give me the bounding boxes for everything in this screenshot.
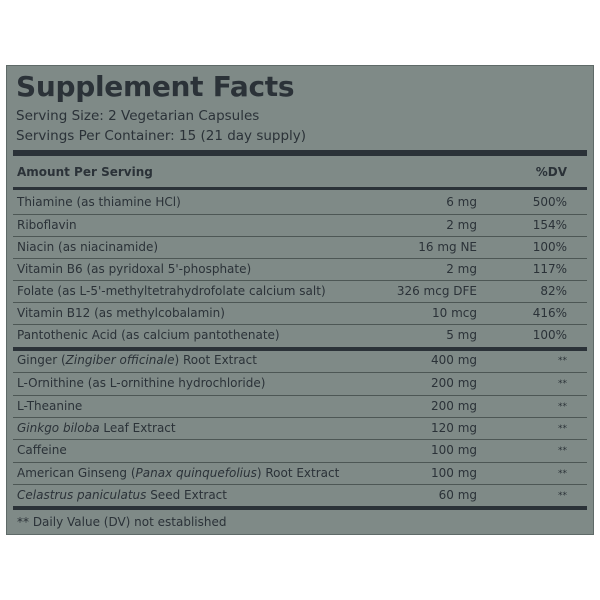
- ingredient-text: Ginger (: [17, 353, 66, 367]
- daily-value: **: [558, 446, 567, 457]
- table-row: [13, 302, 587, 325]
- daily-value: 100%: [532, 328, 567, 342]
- ingredient-name: [17, 240, 158, 254]
- ingredient-text: Pantothenic Acid (as calcium pantothenate): [17, 328, 280, 342]
- ingredient-name: [17, 421, 176, 435]
- amount-per-serving: 100 mg: [430, 443, 477, 458]
- bottom-divider: [13, 506, 587, 510]
- latin-name: Celastrus paniculatus: [17, 487, 147, 502]
- ingredient-text: L-Ornithine (as L-ornithine hydrochloride): [17, 376, 266, 391]
- table-row: [13, 484, 587, 507]
- table-row: [13, 395, 587, 418]
- amount-per-serving: 200 mg: [430, 376, 477, 391]
- amount-header: Amount Per Serving: [17, 165, 153, 179]
- ingredient-text: Folate (as L-5'-methyltetrahydrofolate calcium salt): [17, 284, 326, 298]
- table-row: [13, 462, 587, 485]
- ingredient-text: Riboflavin: [17, 218, 77, 232]
- ingredient-text: Leaf Extract: [99, 420, 176, 435]
- ingredient-name: [17, 443, 67, 457]
- ingredient-name: [17, 328, 280, 342]
- ingredient-text: Caffeine: [17, 443, 67, 458]
- ingredient-text: Vitamin B12 (as methylcobalamin): [17, 306, 225, 320]
- ingredient-name: [17, 488, 227, 502]
- amount-per-serving: 100 mg: [430, 465, 477, 480]
- table-row: [13, 258, 587, 281]
- amount-per-serving: 16 mg NE: [418, 240, 477, 254]
- ingredient-text: Vitamin B6 (as pyridoxal 5'-phosphate): [17, 262, 252, 276]
- latin-name: Panax quinquefolius: [135, 465, 257, 480]
- daily-value: **: [558, 356, 567, 366]
- ingredient-name: [17, 376, 265, 390]
- supplement-facts-panel: [6, 65, 594, 535]
- ingredient-name: [17, 284, 326, 298]
- amount-per-serving: 326 mcg DFE: [396, 284, 477, 298]
- ingredient-name: [17, 218, 77, 232]
- ingredient-text: Seed Extract: [146, 487, 227, 502]
- daily-value: **: [558, 423, 567, 434]
- amount-per-serving: 5 mg: [446, 328, 477, 342]
- ingredient-name: [17, 306, 225, 320]
- ingredient-name: [17, 262, 251, 276]
- serving-size: Serving Size: 2 Vegetarian Capsules: [16, 108, 260, 124]
- amount-per-serving: 6 mg: [446, 195, 477, 209]
- table-row: [13, 192, 587, 214]
- daily-value: **: [558, 490, 567, 501]
- amount-per-serving: 120 mg: [430, 420, 477, 435]
- daily-value: 82%: [540, 284, 567, 298]
- latin-name: Zingiber officinale: [65, 353, 175, 367]
- dv-header: %DV: [535, 165, 567, 179]
- table-row: [13, 439, 587, 462]
- panel-title: Supplement Facts: [16, 70, 295, 103]
- ingredient-text: Thiamine (as thiamine HCl): [17, 195, 181, 209]
- table-row: [13, 324, 587, 347]
- ingredient-text: ) Root Extract: [256, 465, 340, 480]
- table-row: [13, 214, 587, 237]
- amount-per-serving: 2 mg: [446, 262, 477, 276]
- daily-value: **: [558, 379, 567, 390]
- footnote: ** Daily Value (DV) not established: [17, 515, 227, 529]
- ingredient-text: American Ginseng (: [17, 465, 136, 480]
- ingredient-name: [17, 466, 339, 480]
- ingredient-name: [17, 399, 82, 413]
- amount-per-serving: 200 mg: [430, 398, 477, 413]
- amount-per-serving: 10 mcg: [432, 306, 477, 320]
- daily-value: 500%: [532, 195, 567, 209]
- table-row: [13, 350, 587, 372]
- thick-divider: [13, 150, 587, 156]
- daily-value: 117%: [532, 262, 567, 276]
- amount-per-serving: 400 mg: [430, 353, 477, 367]
- ingredient-name: [17, 353, 257, 367]
- daily-value: 416%: [532, 306, 567, 320]
- ingredient-text: L-Theanine: [17, 398, 83, 413]
- amount-per-serving: 2 mg: [446, 218, 477, 232]
- ingredient-text: Niacin (as niacinamide): [17, 240, 159, 254]
- header-divider: [13, 187, 587, 190]
- table-row: [13, 280, 587, 303]
- daily-value: 154%: [532, 218, 567, 232]
- servings-per-container: Servings Per Container: 15 (21 day supply): [16, 128, 307, 144]
- table-row: [13, 372, 587, 395]
- amount-per-serving: 60 mg: [438, 487, 477, 502]
- daily-value: 100%: [532, 240, 567, 254]
- daily-value: **: [558, 401, 567, 412]
- ingredient-text: ) Root Extract: [174, 353, 257, 367]
- table-row: [13, 417, 587, 440]
- daily-value: **: [558, 468, 567, 479]
- table-row: [13, 236, 587, 259]
- ingredient-name: [17, 195, 181, 209]
- latin-name: Ginkgo biloba: [17, 420, 100, 435]
